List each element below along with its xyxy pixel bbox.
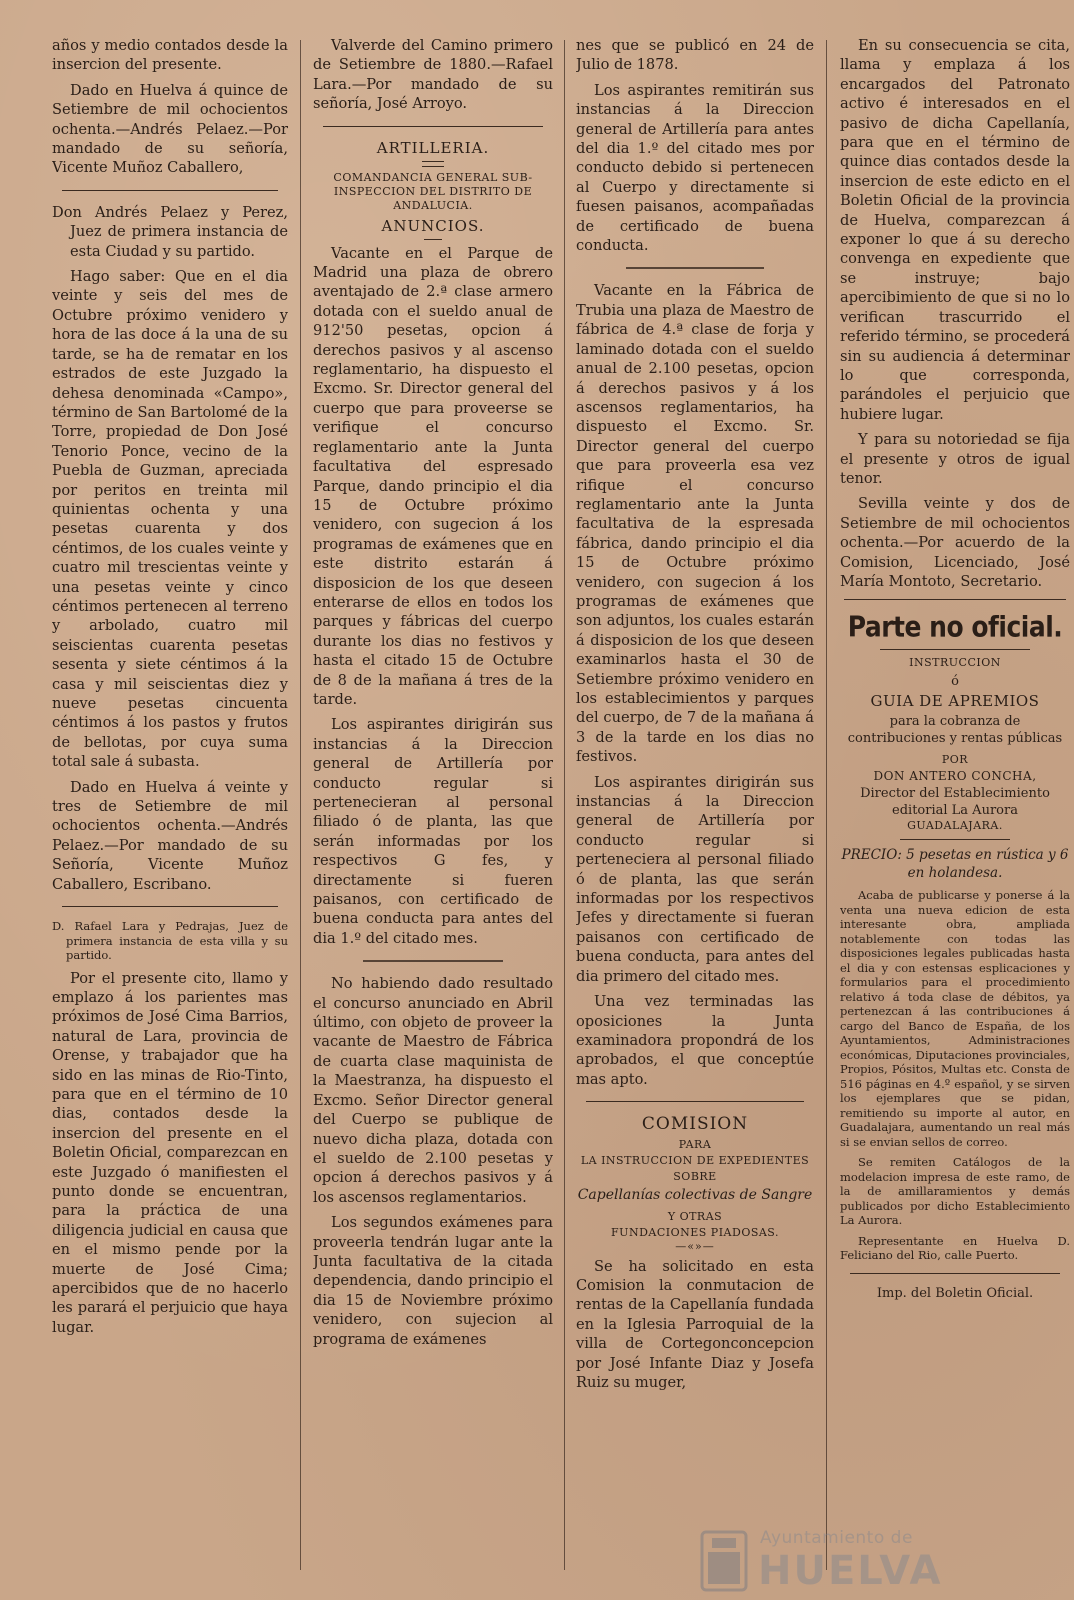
heading-line: POR bbox=[941, 753, 969, 767]
text-paragraph: No habiendo dado resultado el concurso anunciado en Abril último, con objeto de proveer la vacante de Maestro de Fábrica de cuarta clase maquinista de la Maestranza, ha dispuesto el Excmo. Señor Director general del Cuerpo se publique de nuevo dicha plaza, dotada con el sueldo de 2.100 pesetas y opcion á derechos pasivos y á los ascensos reglamentarios. bbox=[313, 975, 553, 1206]
section-divider bbox=[586, 1101, 804, 1102]
heading-line: ó bbox=[951, 674, 959, 690]
section-divider bbox=[323, 126, 543, 127]
city-emblem-icon bbox=[700, 1530, 748, 1592]
text-paragraph: Una vez terminadas las oposiciones la Junta examinadora propondrá de los aprobados, el que conceptúe mas apto. bbox=[576, 993, 814, 1088]
column-3 bbox=[576, 36, 814, 1580]
section-title: ARTILLERIA. bbox=[376, 138, 490, 157]
text-paragraph: Vacante en el Parque de Madrid una plaza de obrero aventajado de 2.ª clase armero dotada con el sueldo anual de 912'50 pesetas, opcion á derechos pasivos y al ascenso reglamentario, ha dispuesto el Excmo. Sr. Director general del cuerpo que para proveerse se verifique el concurso reglamentario ante la Junta facultativa del espresado Parque, dando principio el dia 15 de Octubre próximo venidero, con sugecion á los programas de exámenes que en este distrito estarán á disposicion de los que deseen enterarse de ellos en todos los parques y fábricas del cuerpo durante los dias no festivos y hasta el citado 15 de Octubre de 8 de la mañana á tres de la tarde. bbox=[313, 244, 553, 708]
text-paragraph: Dado en Huelva á quince de Setiembre de mil ochocientos ochenta.—Andrés Pelaez.—Por mandado de su señoría, Vicente Muñoz Caballero, bbox=[52, 81, 288, 177]
text-paragraph: Los aspirantes dirigirán sus instancias á la Direccion general de Artillería por conducto regular si perteneciera al personal filiado ó de planta, las que serán informadas por los respectivos Jefes y directamente si fueran paisanos con certificado de buena conducta, para antes del dia primero del citado mes. bbox=[576, 773, 814, 985]
column-4 bbox=[840, 36, 1070, 1580]
section-divider bbox=[62, 906, 278, 907]
section-divider bbox=[363, 960, 503, 962]
column-rule bbox=[826, 40, 827, 1570]
watermark-line1: Ayuntamiento de bbox=[760, 1528, 913, 1548]
text-paragraph: Se remiten Catálogos de la modelacion impresa de este ramo, de la de amillaramientos y demás publicados por dicho Establecimiento La Aurora. bbox=[840, 1155, 1070, 1228]
ornament-divider bbox=[424, 239, 442, 240]
heading-line: Y OTRAS bbox=[667, 1209, 723, 1223]
text-paragraph: nes que se publicó en 24 de Julio de 1878. bbox=[576, 37, 814, 74]
section-divider bbox=[880, 649, 1030, 650]
ornament-divider: —«»— bbox=[675, 1239, 715, 1253]
text-paragraph: Vacante en la Fábrica de Trubia una plaza de Maestro de fábrica de 4.ª clase de forja y laminado dotada con el sueldo anual de 2.100 pesetas, opcion á derechos pasivos y á los ascensos reglamentarios, ha dispuesto el Excmo. Sr. Director general del cuerpo que para proveerla esa vez rifique el concurso reglamentario ante la Junta facultativa de la espresada fábrica, dando principio el dia 15 de Octubre próximo venidero, con sugecion á los programas de exámenes que son adjuntos, los cuales estarán á disposicion de los que deseen examinarlos hasta el 30 de Setiembre próximo venidero en los establecimientos y parques del cuerpo, de 7 de la mañana á 3 de la tarde en los dias no festivos. bbox=[576, 282, 814, 766]
section-divider bbox=[62, 190, 278, 191]
column-rule bbox=[564, 40, 565, 1570]
heading-line: INSTRUCCION bbox=[909, 656, 1001, 670]
text-paragraph: Hago saber: Que en el dia veinte y seis del mes de Octubre próximo venidero y hora de las doce á la una de su tarde, se ha de rematar en los estrados de este Juzgado la dehesa denominada «Campo», término de San Bartolomé de la Torre, propiedad de Don José Tenorio Ponce, vecino de la Puebla de Guzman, apreciada por peritos en treinta mil quinientas ochenta y una pesetas cuarenta y dos céntimos, de los cuales veinte y cuatro mil trescientas veinte y una pesetas veinte y cinco céntimos pertenecen al terreno y arbolado, cuatro mil seiscientas cuarenta pesetas sesenta y siete céntimos á la casa y mil seiscientas diez y nueve pesetas cincuenta céntimos á los pastos y frutos de bellotas, por cuya suma total sale á subasta. bbox=[52, 268, 288, 771]
price-line: PRECIO: 5 pesetas en rústica y 6 en holandesa. bbox=[841, 847, 1069, 882]
heading-line: SOBRE bbox=[673, 1170, 717, 1184]
text-paragraph: Se ha solicitado en esta Comision la conmutacion de rentas de la Capellanía fundada en la Iglesia Parroquial de la villa de Cortegonconcepcion por José Infante Diaz y Josefa Ruiz su muger, bbox=[576, 1257, 814, 1391]
text-paragraph: Sevilla veinte y dos de Setiembre de mil ochocientos ochenta.—Por acuerdo de la Comision, Licenciado, José María Montoto, Secretario. bbox=[840, 495, 1070, 590]
anuncios-title: ANUNCIOS. bbox=[381, 216, 485, 235]
column-2 bbox=[313, 36, 553, 1580]
subsection-title: COMANDANCIA GENERAL SUB-INSPECCION DEL DISTRITO DE ANDALUCIA. bbox=[333, 170, 533, 212]
printer-imprint: Imp. del Boletin Oficial. bbox=[876, 1285, 1034, 1301]
text-paragraph: Dado en Huelva á veinte y tres de Setiembre de mil ochocientos ochenta.—Andrés Pelaez.—Por mandado de su Señoría, Vicente Muñoz Caballero, Escribano. bbox=[52, 778, 288, 893]
text-paragraph: En su consecuencia se cita, llama y emplaza á los encargados del Patronato activo é interesados en el pasivo de dicha Capellanía, para que en el término de quince dias contados desde la insercion de este edicto en el Boletin Oficial de la provincia de Huelva, comparezcan á exponer lo que á su derecho convenga en expediente que se instruye; bajo apercibimiento de que si no lo verifican trascurrido el referido término, se procederá sin su audiencia á determinar lo que corresponda, parándoles el perjuicio que hubiere lugar. bbox=[840, 37, 1070, 423]
heading-line: Capellanías colectivas de Sangre bbox=[577, 1187, 813, 1204]
text-paragraph: Los aspirantes dirigirán sus instancias á la Direccion general de Artillería por conducto regular si pertenecieran al personal filiado ó de planta, las que serán informadas por los respectivos G fes, y directamente si fueren paisanos, con certificado de buena conducta para antes del dia 1.º del citado mes. bbox=[313, 716, 553, 947]
ornament-divider bbox=[422, 161, 444, 167]
section-divider bbox=[900, 839, 1010, 840]
heading-line: Director del Establecimiento editorial La Aurora bbox=[860, 786, 1050, 819]
parte-no-oficial-title: Parte no oficial. bbox=[847, 610, 1063, 644]
section-divider bbox=[626, 267, 764, 269]
text-paragraph: Y para su notoriedad se fija el presente y otros de igual tenor. bbox=[840, 431, 1070, 487]
text-paragraph: Por el presente cito, llamo y emplazo á los parientes mas próximos de José Cima Barrios, natural de Lara, provincia de Orense, y trabajador que ha sido en las minas de Rio-Tinto, para que en el término de 10 dias, contados desde la insercion del presente en el Boletin Oficial, comparezcan en este Juzgado ó manifiesten el punto donde se encuentran, para la práctica de una diligencia judicial en causa que en el mismo pende por la muerte de José Cima; apercibidos que de no hacerlo les parará el perjuicio que haya lugar. bbox=[52, 969, 288, 1336]
text-paragraph: Los segundos exámenes para proveerla tendrán lugar ante la Junta facultativa de la citada dependencia, dando principio el dia 15 de Noviembre próximo venidero, con sujecion al programa de exámenes bbox=[313, 1214, 553, 1348]
heading-line: LA INSTRUCCION DE EXPEDIENTES bbox=[580, 1154, 810, 1168]
book-title: GUIA DE APREMIOS bbox=[870, 691, 1040, 710]
comision-title: COMISION bbox=[641, 1114, 749, 1135]
heading-line: PARA bbox=[678, 1138, 712, 1152]
watermark-line2: HUELVA bbox=[758, 1548, 943, 1594]
text-paragraph: Acaba de publicarse y ponerse á la venta una nueva edicion de esta interesante obra, ampliada notablemente con todas las disposiciones legales publicadas hasta el dia y con estensas esplicaciones y formularios para el procedimiento relativo á toda clase de débitos, ya pertenezcan á las contribuciones á cargo del Banco de España, de los Ayuntamientos, Administraciones económicas, Diputaciones provinciales, Propios, Pósitos, Multas etc. Consta de 516 páginas en 4.º español, y se sirven los ejemplares que se pidan, remitiendo su importe al autor, en Guadalajara, aumentando un real más si se envian sellos de correo. bbox=[840, 888, 1070, 1149]
heading-line: GUADALAJARA. bbox=[907, 819, 1003, 833]
edict-heading: Don Andrés Pelaez y Perez, Juez de primera instancia de esta Ciudad y su partido. bbox=[52, 203, 288, 260]
heading-line: para la cobranza de contribuciones y rentas públicas bbox=[847, 714, 1063, 747]
column-1 bbox=[52, 36, 288, 1580]
section-divider bbox=[850, 1273, 1060, 1274]
text-paragraph: Valverde del Camino primero de Setiembre de 1880.—Rafael Lara.—Por mandado de su señoría, José Arroyo. bbox=[313, 37, 553, 113]
heading-line: FUNDACIONES PIADOSAS. bbox=[611, 1225, 779, 1239]
archive-watermark bbox=[700, 1528, 1030, 1598]
text-paragraph: años y medio contados desde la insercion del presente. bbox=[52, 37, 288, 74]
text-paragraph: Representante en Huelva D. Feliciano del Rio, calle Puerto. bbox=[840, 1233, 1070, 1263]
section-divider bbox=[844, 599, 1066, 600]
edict-heading: D. Rafael Lara y Pedrajas, Juez de primera instancia de esta villa y su partido. bbox=[52, 919, 288, 963]
text-paragraph: Los aspirantes remitirán sus instancias á la Direccion general de Artillería para antes del dia 1.º del citado mes por conducto debido si pertenecen al Cuerpo y directamente si fuesen paisanos, acompañadas de certificado de buena conducta. bbox=[576, 81, 814, 255]
column-rule bbox=[300, 40, 301, 1570]
author-name: DON ANTERO CONCHA, bbox=[873, 769, 1037, 784]
